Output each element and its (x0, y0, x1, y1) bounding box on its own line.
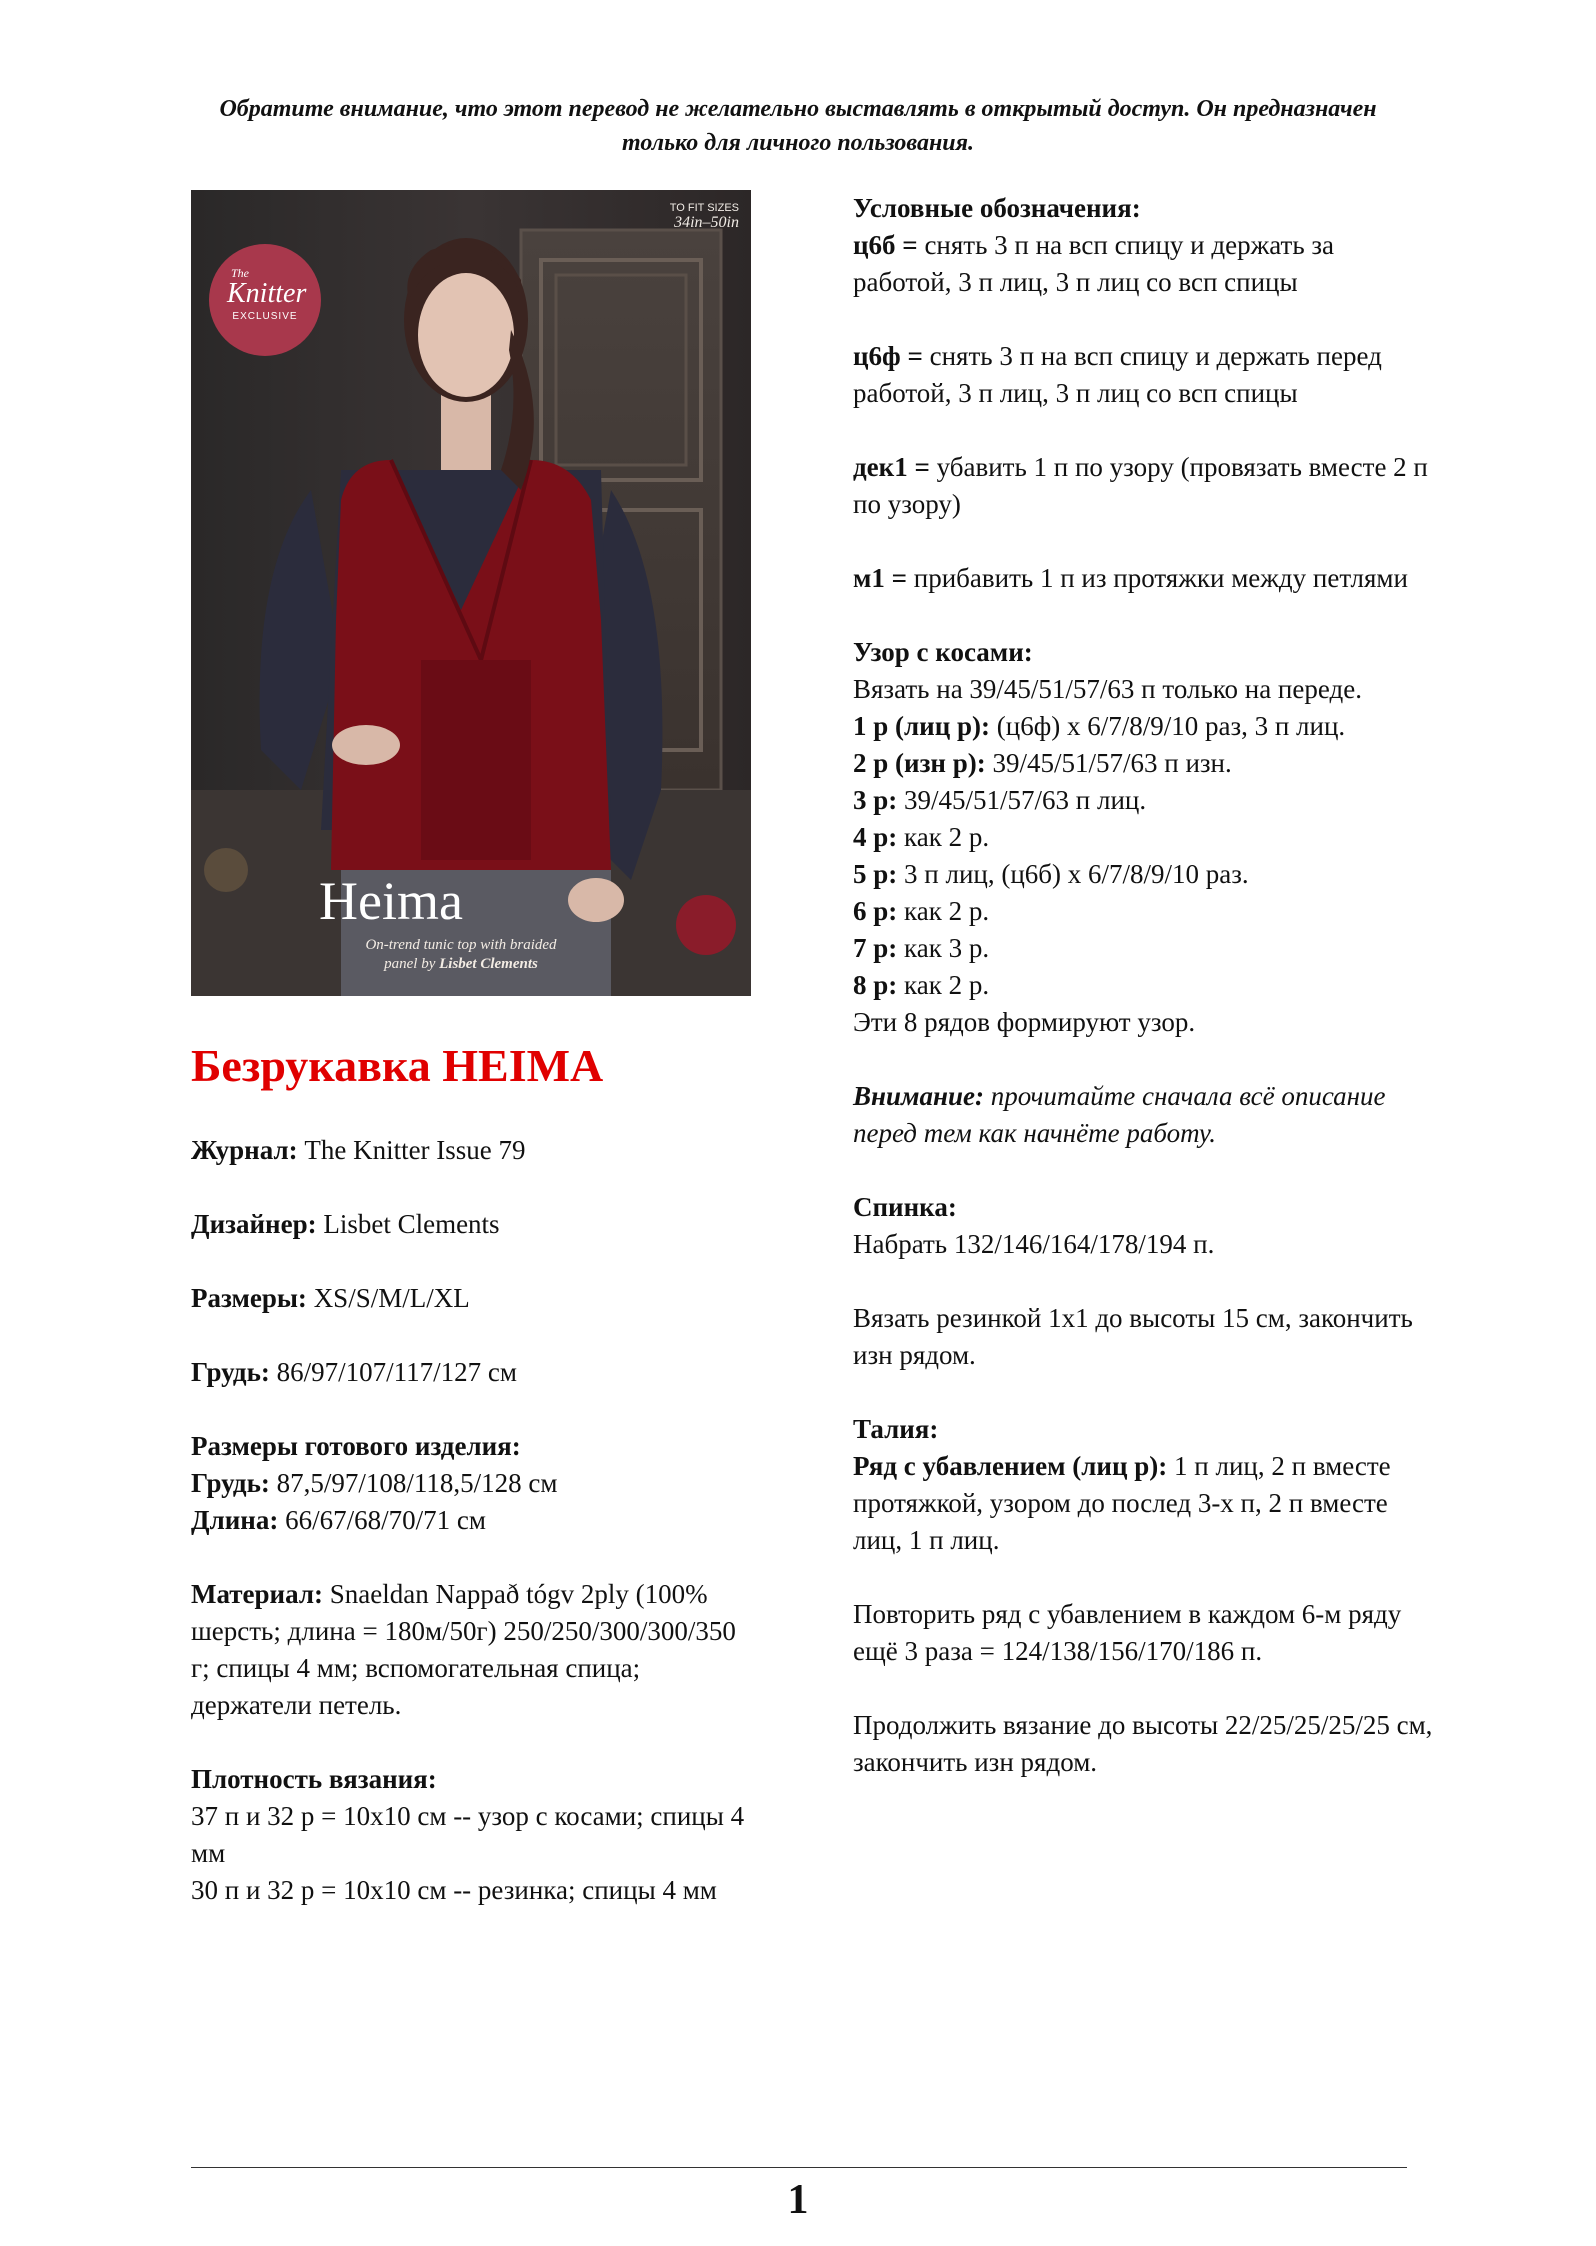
page-number: 1 (787, 2177, 809, 2223)
attention-note: Внимание: прочитайте сначала всё описание перед тем как начнёте работу. (853, 1081, 1386, 1148)
cover-image (191, 190, 751, 996)
legend-m1: м1 = прибавить 1 п из протяжки между петлями (853, 563, 1408, 593)
repeat-instruction: Повторить ряд с убавлением в каждом 6-м ряду ещё 3 раза = 124/138/156/170/186 п. (853, 1599, 1402, 1666)
cable-row-5: 5 р: 3 п лиц, (ц6б) х 6/7/8/9/10 раз. (853, 859, 1249, 889)
legend-c6b: Условные обозначения: ц6б = снять 3 п на всп спицу и держать за работой, 3 п лиц, 3 п лиц со всп спицы (853, 193, 1335, 297)
journal-info: Журнал: The Knitter Issue 79 (191, 1135, 526, 1165)
sizes-info: Размеры: XS/S/M/L/XL (191, 1283, 470, 1313)
cover-subtitle: On-trend tunic top with braided panel by Lisbet Clements (365, 937, 557, 972)
material-info: Материал: Snaeldan Nappað tógv 2ply (100% шерсть; длина = 180м/50г) 250/250/300/300/350 г; спицы 4 мм; вспомогательная спица; держатели петель. (191, 1579, 736, 1720)
fit-sizes-label: TO FIT SIZES 34in–50in (669, 202, 739, 231)
footer-divider (191, 2167, 1407, 2168)
continue-instruction: Продолжить вязание до высоты 22/25/25/25/25 см, закончить изн рядом. (853, 1710, 1433, 1777)
legend-c6f: ц6ф = снять 3 п на всп спицу и держать перед работой, 3 п лиц, 3 п лиц со всп спицы (853, 341, 1382, 408)
cable-row-2: 2 р (изн р): 39/45/51/57/63 п изн. (853, 748, 1232, 778)
cable-pattern: Узор с косами: Вязать на 39/45/51/57/63 п только на переде. 1 р (лиц р): (ц6ф) х 6/7/8/9/10 раз, 3 п лиц. 2 р (изн р): 39/45/51/57/63 п изн. 3 р: 39/45/51/57/63 п лиц. 4 р: как 2 р. 5 р: 3 п лиц, (ц6б) х 6/7/8/9/10 раз. 6 р: как 2 р. 7 р: как 3 р. 8 р: как 2 р. Эти 8 рядов формируют узор. (853, 634, 1433, 1041)
gauge-info: Плотность вязания: 37 п и 32 р = 10х10 см -- узор с косами; спицы 4 мм 30 п и 32 р = 10х10 см -- резинка; спицы 4 мм (191, 1764, 745, 1905)
knitter-logo: The Knitter EXCLUSIVE (227, 266, 307, 322)
translation-notice: Обратите внимание, что этот перевод не желательно выставлять в открытый доступ. Он предназначен только для личного пользования. (219, 96, 1377, 156)
cable-row-6: 6 р: как 2 р. (853, 896, 990, 926)
bust-info: Грудь: 86/97/107/117/127 см (191, 1357, 517, 1387)
cable-row-4: 4 р: как 2 р. (853, 822, 990, 852)
cable-row-1: 1 р (лиц р): (ц6ф) х 6/7/8/9/10 раз, 3 п лиц. (853, 711, 1346, 741)
cable-row-8: 8 р: как 2 р. (853, 970, 990, 1000)
cable-row-3: 3 р: 39/45/51/57/63 п лиц. (853, 785, 1147, 815)
finished-measurements: Размеры готового изделия: Грудь: 87,5/97/108/118,5/128 см Длина: 66/67/68/70/71 см (191, 1431, 558, 1535)
back-rib: Вязать резинкой 1х1 до высоты 15 см, закончить изн рядом. (853, 1303, 1413, 1370)
legend-dec1: дек1 = убавить 1 п по узору (провязать вместе 2 п по узору) (853, 452, 1428, 519)
cover-title: Heima (319, 871, 463, 931)
designer-info: Дизайнер: Lisbet Clements (191, 1209, 500, 1239)
cable-row-7: 7 р: как 3 р. (853, 933, 990, 963)
back-section: Спинка: Набрать 132/146/164/178/194 п. (853, 1192, 1215, 1259)
left-column (191, 1040, 761, 1946)
waist-section: Талия: Ряд с убавлением (лиц р): 1 п лиц, 2 п вместе протяжкой, узором до послед 3-х п, 2 п вместе лиц, 1 п лиц. (853, 1414, 1391, 1555)
pattern-title: Безрукавка HEIMA (191, 1040, 604, 1091)
right-column (853, 190, 1433, 1818)
